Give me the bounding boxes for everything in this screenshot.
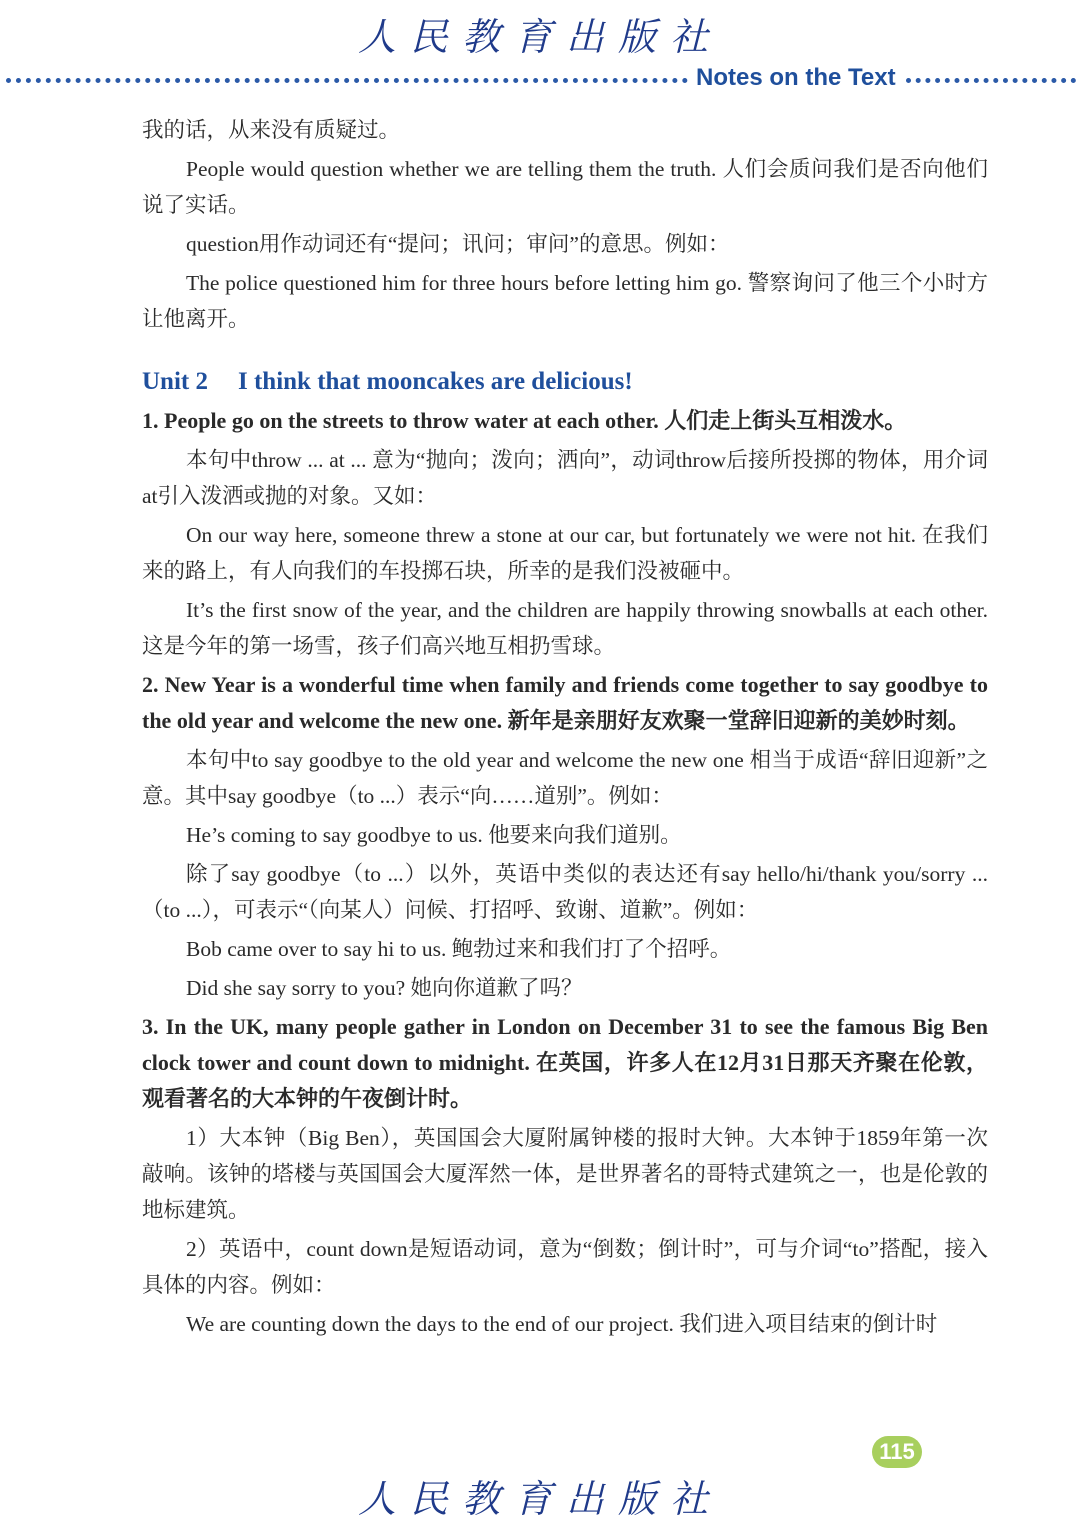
header-dotted-rule-right [906, 78, 1076, 83]
running-header [0, 64, 1080, 100]
note-item-title: 3. In the UK, many people gather in London on December 31 to see the famous Big Ben clock tower and count down to midnight. 在英国，许多人在12月31日那天齐聚在伦敦，观看著名的大本钟的午夜倒计时。 [142, 1014, 988, 1111]
example-sentence: It’s the first snow of the year, and the children are happily throwing snowballs at each other. 这是今年的第一场雪，孩子们高兴地互相扔雪球。 [142, 598, 988, 658]
example-sentence: He’s coming to say goodbye to us. 他要来向我们道别。 [186, 823, 682, 847]
unit-number: Unit 2 [142, 368, 208, 395]
page-body [142, 112, 988, 1345]
note-item-title: 2. New Year is a wonderful time when family and friends come together to say goodbye to the old year and welcome the new one. 新年是亲朋好友欢聚一堂辞旧迎新的美妙时刻。 [142, 672, 988, 733]
unit-title: I think that mooncakes are delicious! [237, 368, 633, 395]
example-sentence: We are counting down the days to the end of our project. 我们进入项目结束的倒计时 [186, 1312, 938, 1336]
publisher-logo-top: 人民教育出版社 [357, 15, 722, 59]
page-number: 115 [872, 1436, 922, 1468]
intro-paragraph: The police questioned him for three hours before letting him go. 警察询问了他三个小时方让他离开。 [142, 271, 988, 331]
note-paragraph: 2）英语中，count down是短语动词，意为“倒数；倒计时”，可与介词“to”搭配，接入具体的内容。例如： [142, 1237, 988, 1297]
example-sentence: Bob came over to say hi to us. 鲍勃过来和我们打了个招呼。 [186, 937, 732, 961]
intro-paragraph: question用作动词还有“提问；讯问；审问”的意思。例如： [186, 232, 730, 256]
note-item-title: 1. People go on the streets to throw water at each other. 人们走上街头互相泼水。 [142, 408, 907, 433]
running-header-title: Notes on the Text [696, 64, 896, 91]
note-paragraph: 1）大本钟（Big Ben），英国国会大厦附属钟楼的报时大钟。大本钟于1859年第一次敲响。该钟的塔楼与英国国会大厦浑然一体，是世界著名的哥特式建筑之一，也是伦敦的地标建筑。 [142, 1126, 988, 1222]
example-sentence: Did she say sorry to you? 她向你道歉了吗？ [186, 976, 583, 1000]
example-sentence: On our way here, someone threw a stone at our car, but fortunately we were not hit. 在我们来的路上，有人向我们的车投掷石块，所幸的是我们没被砸中。 [142, 523, 988, 583]
note-paragraph: 本句中throw ... at ... 意为“抛向；泼向；洒向”，动词throw后接所投掷的物体，用介词at引入泼洒或抛的对象。又如： [142, 448, 988, 508]
unit-heading [142, 363, 988, 401]
intro-paragraph: People would question whether we are telling them the truth. 人们会质问我们是否向他们说了实话。 [142, 157, 988, 217]
note-paragraph: 本句中to say goodbye to the old year and welcome the new one 相当于成语“辞旧迎新”之意。其中say goodbye（to ...）表示“向……道别”。例如： [142, 748, 988, 808]
note-paragraph: 除了say goodbye（to ...）以外，英语中类似的表达还有say hello/hi/thank you/sorry ...（to ...），可表示“（向某人）问候、打招呼、致谢、道歉”。例如： [142, 862, 988, 922]
header-dotted-rule-left [6, 78, 688, 83]
intro-paragraph: 我的话，从来没有质疑过。 [142, 118, 401, 142]
publisher-logo-bottom: 人民教育出版社 [357, 1477, 722, 1521]
